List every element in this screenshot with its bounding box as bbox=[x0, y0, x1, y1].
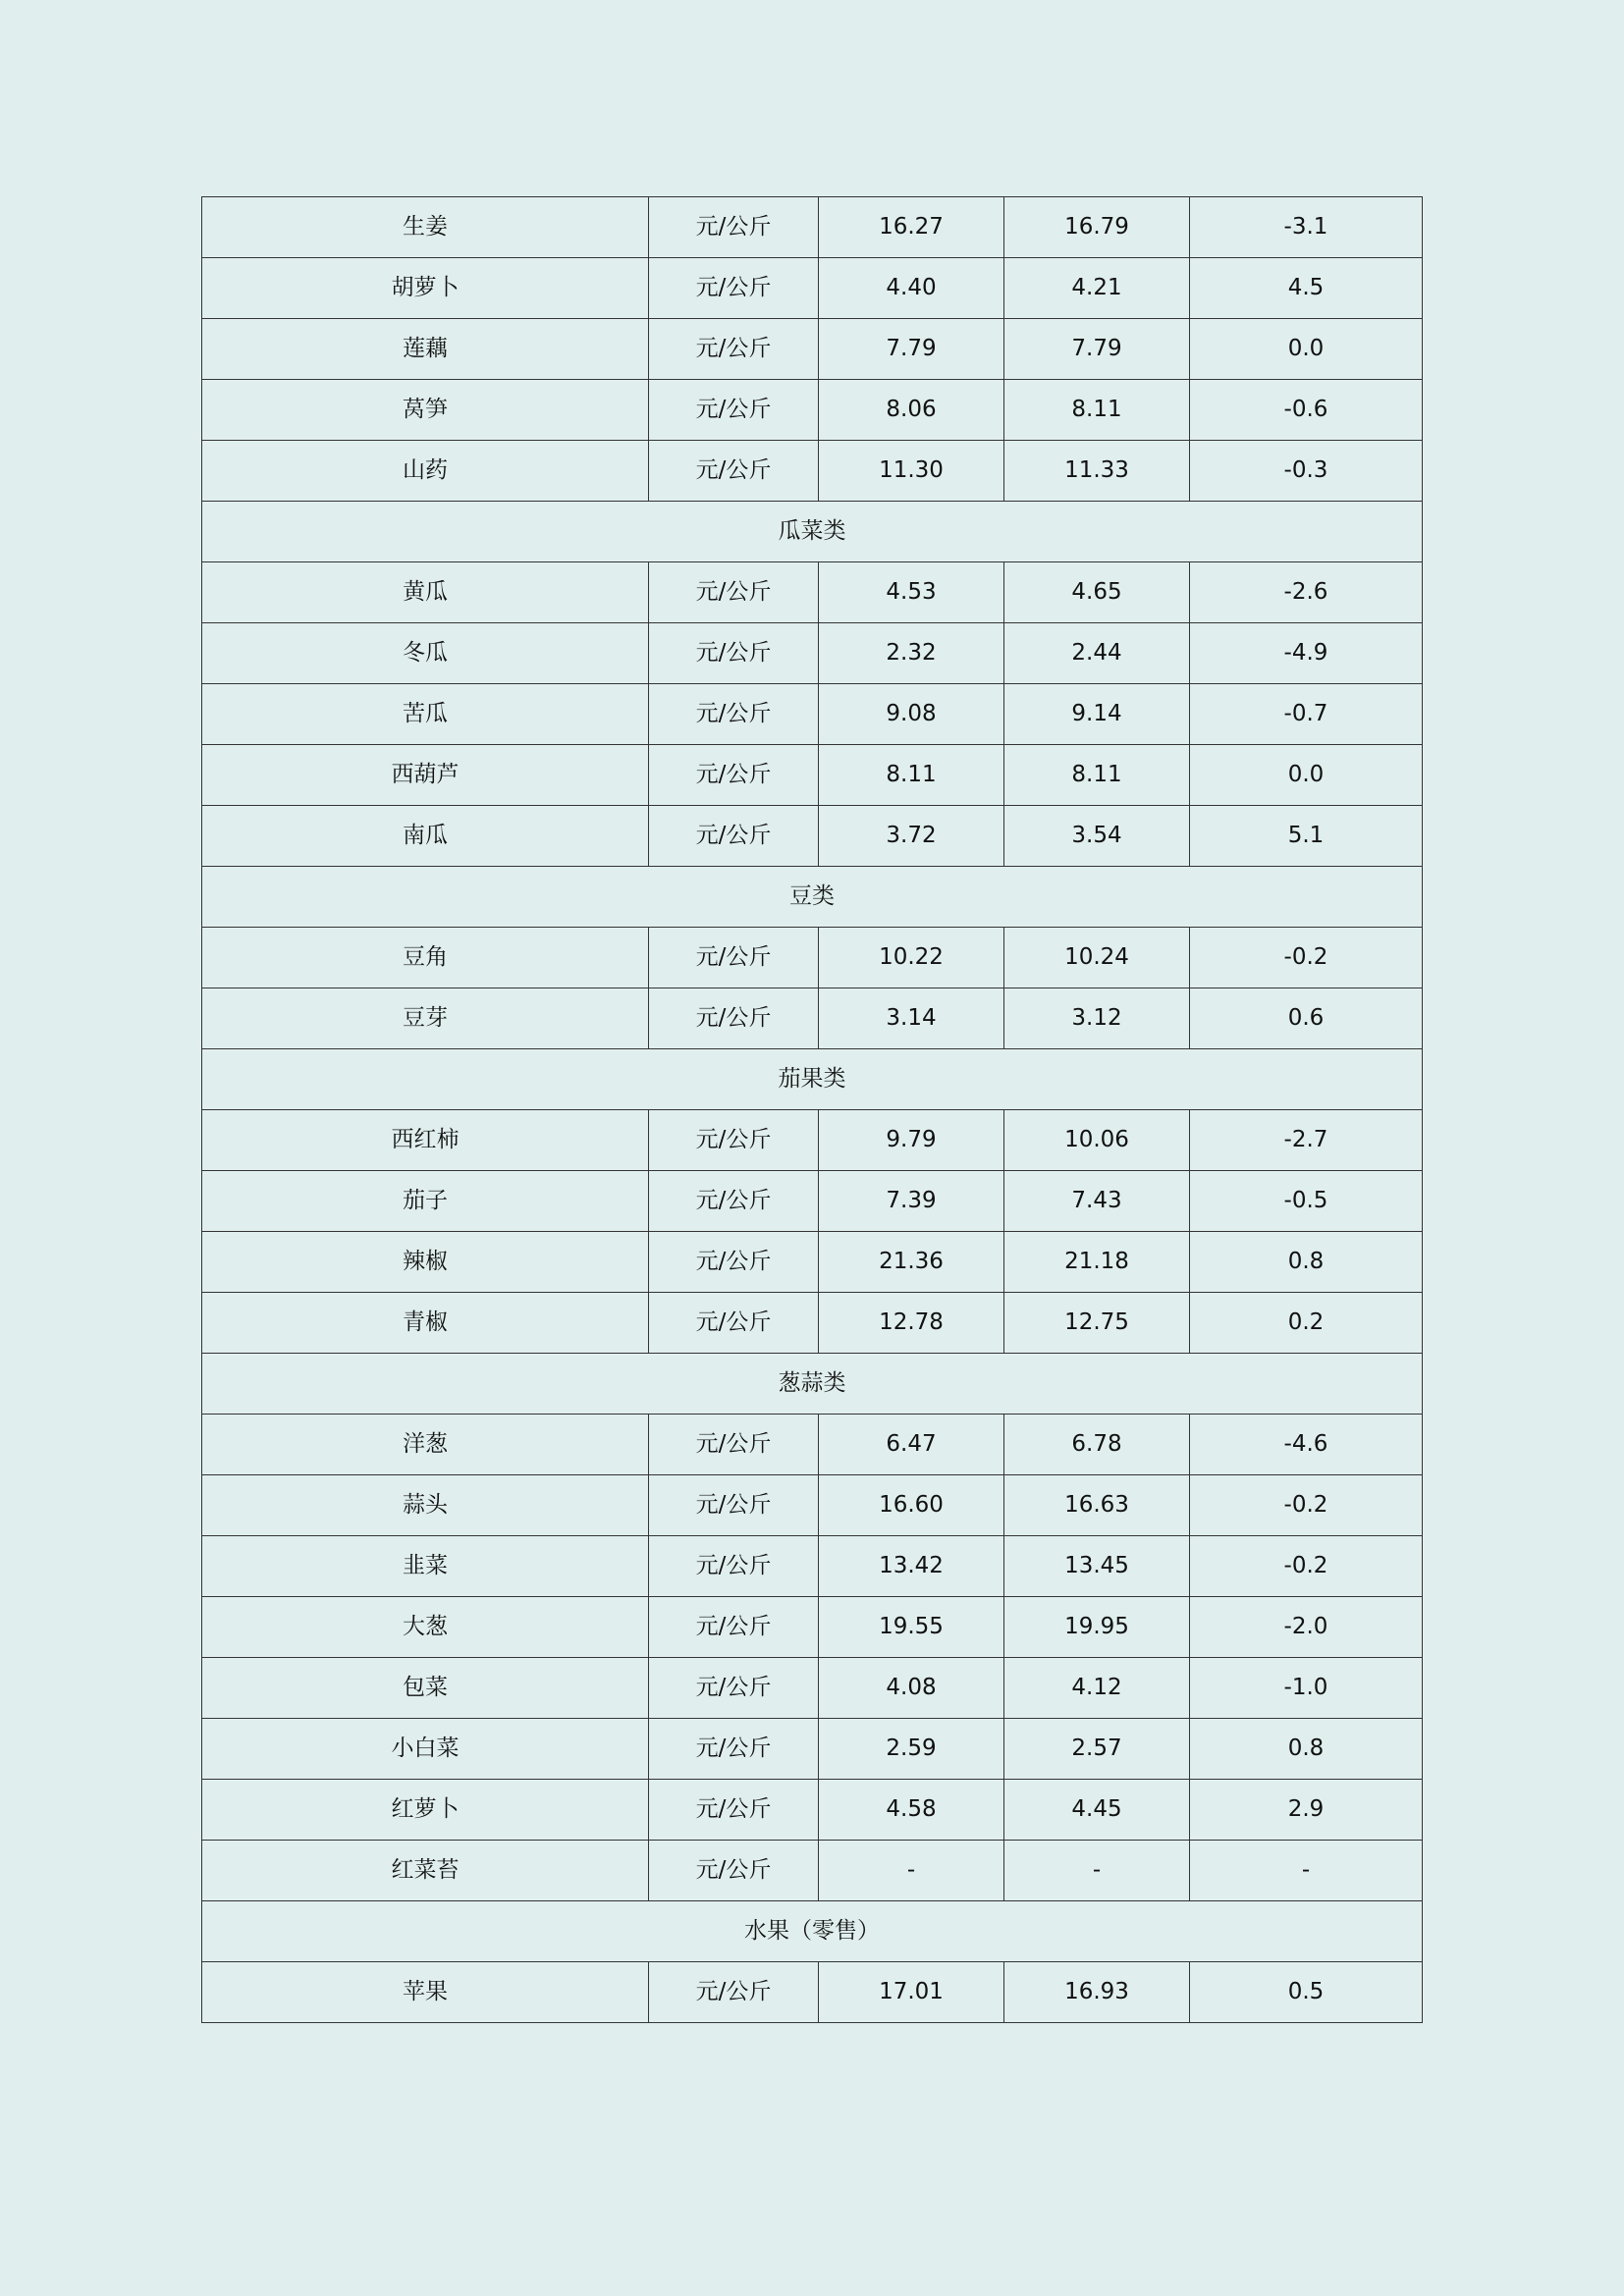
table-row bbox=[202, 1658, 1423, 1719]
item-name-cell: 蒜头 bbox=[202, 1475, 649, 1536]
change-percent-cell: -3.1 bbox=[1190, 197, 1423, 258]
unit-cell: 元/公斤 bbox=[649, 319, 819, 380]
current-price-cell: 2.59 bbox=[819, 1719, 1004, 1780]
category-row bbox=[202, 1049, 1423, 1110]
current-price-cell: 21.36 bbox=[819, 1232, 1004, 1293]
unit-cell: 元/公斤 bbox=[649, 380, 819, 441]
unit-cell: 元/公斤 bbox=[649, 441, 819, 502]
change-percent-cell: -0.6 bbox=[1190, 380, 1423, 441]
current-price-cell: 2.32 bbox=[819, 623, 1004, 684]
unit-cell: 元/公斤 bbox=[649, 1597, 819, 1658]
unit-cell: 元/公斤 bbox=[649, 1962, 819, 2023]
previous-price-cell: 10.24 bbox=[1004, 928, 1190, 988]
change-percent-cell: 0.0 bbox=[1190, 745, 1423, 806]
change-percent-cell: 2.9 bbox=[1190, 1780, 1423, 1841]
previous-price-cell: 4.12 bbox=[1004, 1658, 1190, 1719]
previous-price-cell: 2.44 bbox=[1004, 623, 1190, 684]
item-name-cell: 生姜 bbox=[202, 197, 649, 258]
item-name-cell: 红菜苔 bbox=[202, 1841, 649, 1901]
table-row bbox=[202, 1841, 1423, 1901]
item-name-cell: 红萝卜 bbox=[202, 1780, 649, 1841]
previous-price-cell: 10.06 bbox=[1004, 1110, 1190, 1171]
change-percent-cell: -0.2 bbox=[1190, 1475, 1423, 1536]
table-row bbox=[202, 928, 1423, 988]
current-price-cell: 16.60 bbox=[819, 1475, 1004, 1536]
previous-price-cell: 7.43 bbox=[1004, 1171, 1190, 1232]
table-row bbox=[202, 1232, 1423, 1293]
current-price-cell: 7.79 bbox=[819, 319, 1004, 380]
current-price-cell: 8.11 bbox=[819, 745, 1004, 806]
change-percent-cell: 0.0 bbox=[1190, 319, 1423, 380]
previous-price-cell: 3.12 bbox=[1004, 988, 1190, 1049]
previous-price-cell: 16.93 bbox=[1004, 1962, 1190, 2023]
category-label: 茄果类 bbox=[202, 1049, 1423, 1110]
change-percent-cell: -1.0 bbox=[1190, 1658, 1423, 1719]
table-row bbox=[202, 1171, 1423, 1232]
change-percent-cell: -2.7 bbox=[1190, 1110, 1423, 1171]
item-name-cell: 包菜 bbox=[202, 1658, 649, 1719]
unit-cell: 元/公斤 bbox=[649, 1780, 819, 1841]
table-row bbox=[202, 1780, 1423, 1841]
table-row bbox=[202, 806, 1423, 867]
current-price-cell: 8.06 bbox=[819, 380, 1004, 441]
previous-price-cell: 11.33 bbox=[1004, 441, 1190, 502]
table-row bbox=[202, 441, 1423, 502]
current-price-cell: - bbox=[819, 1841, 1004, 1901]
current-price-cell: 19.55 bbox=[819, 1597, 1004, 1658]
category-row bbox=[202, 1354, 1423, 1415]
change-percent-cell: 0.6 bbox=[1190, 988, 1423, 1049]
change-percent-cell: 0.5 bbox=[1190, 1962, 1423, 2023]
item-name-cell: 西葫芦 bbox=[202, 745, 649, 806]
table-row bbox=[202, 258, 1423, 319]
previous-price-cell: 12.75 bbox=[1004, 1293, 1190, 1354]
table-row bbox=[202, 988, 1423, 1049]
change-percent-cell: -0.7 bbox=[1190, 684, 1423, 745]
unit-cell: 元/公斤 bbox=[649, 684, 819, 745]
table-row bbox=[202, 1597, 1423, 1658]
previous-price-cell: 6.78 bbox=[1004, 1415, 1190, 1475]
item-name-cell: 韭菜 bbox=[202, 1536, 649, 1597]
change-percent-cell: - bbox=[1190, 1841, 1423, 1901]
table-row bbox=[202, 745, 1423, 806]
current-price-cell: 17.01 bbox=[819, 1962, 1004, 2023]
current-price-cell: 11.30 bbox=[819, 441, 1004, 502]
unit-cell: 元/公斤 bbox=[649, 562, 819, 623]
previous-price-cell: 8.11 bbox=[1004, 745, 1190, 806]
item-name-cell: 大葱 bbox=[202, 1597, 649, 1658]
current-price-cell: 3.72 bbox=[819, 806, 1004, 867]
unit-cell: 元/公斤 bbox=[649, 928, 819, 988]
table-row bbox=[202, 1293, 1423, 1354]
current-price-cell: 13.42 bbox=[819, 1536, 1004, 1597]
change-percent-cell: -4.6 bbox=[1190, 1415, 1423, 1475]
unit-cell: 元/公斤 bbox=[649, 1536, 819, 1597]
category-row bbox=[202, 867, 1423, 928]
change-percent-cell: 0.2 bbox=[1190, 1293, 1423, 1354]
change-percent-cell: -0.5 bbox=[1190, 1171, 1423, 1232]
item-name-cell: 胡萝卜 bbox=[202, 258, 649, 319]
previous-price-cell: 19.95 bbox=[1004, 1597, 1190, 1658]
table-row bbox=[202, 1110, 1423, 1171]
previous-price-cell: 21.18 bbox=[1004, 1232, 1190, 1293]
category-label: 葱蒜类 bbox=[202, 1354, 1423, 1415]
previous-price-cell: 4.21 bbox=[1004, 258, 1190, 319]
table-row bbox=[202, 197, 1423, 258]
unit-cell: 元/公斤 bbox=[649, 1293, 819, 1354]
item-name-cell: 小白菜 bbox=[202, 1719, 649, 1780]
change-percent-cell: -2.0 bbox=[1190, 1597, 1423, 1658]
unit-cell: 元/公斤 bbox=[649, 806, 819, 867]
category-label: 水果（零售） bbox=[202, 1901, 1423, 1962]
item-name-cell: 冬瓜 bbox=[202, 623, 649, 684]
item-name-cell: 茄子 bbox=[202, 1171, 649, 1232]
unit-cell: 元/公斤 bbox=[649, 1658, 819, 1719]
item-name-cell: 苹果 bbox=[202, 1962, 649, 2023]
item-name-cell: 青椒 bbox=[202, 1293, 649, 1354]
table-row bbox=[202, 319, 1423, 380]
table-row bbox=[202, 1962, 1423, 2023]
change-percent-cell: 0.8 bbox=[1190, 1719, 1423, 1780]
previous-price-cell: 2.57 bbox=[1004, 1719, 1190, 1780]
change-percent-cell: 0.8 bbox=[1190, 1232, 1423, 1293]
unit-cell: 元/公斤 bbox=[649, 1171, 819, 1232]
table-row bbox=[202, 1475, 1423, 1536]
unit-cell: 元/公斤 bbox=[649, 1475, 819, 1536]
table-row bbox=[202, 1719, 1423, 1780]
change-percent-cell: -0.3 bbox=[1190, 441, 1423, 502]
table-row bbox=[202, 684, 1423, 745]
previous-price-cell: 7.79 bbox=[1004, 319, 1190, 380]
category-label: 瓜菜类 bbox=[202, 502, 1423, 562]
table-row bbox=[202, 1415, 1423, 1475]
change-percent-cell: 4.5 bbox=[1190, 258, 1423, 319]
category-label: 豆类 bbox=[202, 867, 1423, 928]
unit-cell: 元/公斤 bbox=[649, 1232, 819, 1293]
previous-price-cell: 4.65 bbox=[1004, 562, 1190, 623]
current-price-cell: 4.58 bbox=[819, 1780, 1004, 1841]
unit-cell: 元/公斤 bbox=[649, 1719, 819, 1780]
category-row bbox=[202, 502, 1423, 562]
item-name-cell: 黄瓜 bbox=[202, 562, 649, 623]
table-row bbox=[202, 1536, 1423, 1597]
current-price-cell: 16.27 bbox=[819, 197, 1004, 258]
unit-cell: 元/公斤 bbox=[649, 197, 819, 258]
unit-cell: 元/公斤 bbox=[649, 1110, 819, 1171]
current-price-cell: 9.08 bbox=[819, 684, 1004, 745]
table-row bbox=[202, 380, 1423, 441]
item-name-cell: 洋葱 bbox=[202, 1415, 649, 1475]
category-row bbox=[202, 1901, 1423, 1962]
unit-cell: 元/公斤 bbox=[649, 623, 819, 684]
previous-price-cell: 9.14 bbox=[1004, 684, 1190, 745]
unit-cell: 元/公斤 bbox=[649, 258, 819, 319]
table-row bbox=[202, 562, 1423, 623]
item-name-cell: 苦瓜 bbox=[202, 684, 649, 745]
price-table-body bbox=[202, 197, 1423, 2023]
unit-cell: 元/公斤 bbox=[649, 745, 819, 806]
item-name-cell: 山药 bbox=[202, 441, 649, 502]
current-price-cell: 9.79 bbox=[819, 1110, 1004, 1171]
current-price-cell: 10.22 bbox=[819, 928, 1004, 988]
previous-price-cell: 16.63 bbox=[1004, 1475, 1190, 1536]
item-name-cell: 南瓜 bbox=[202, 806, 649, 867]
change-percent-cell: 5.1 bbox=[1190, 806, 1423, 867]
previous-price-cell: 16.79 bbox=[1004, 197, 1190, 258]
unit-cell: 元/公斤 bbox=[649, 1841, 819, 1901]
item-name-cell: 豆芽 bbox=[202, 988, 649, 1049]
previous-price-cell: - bbox=[1004, 1841, 1190, 1901]
previous-price-cell: 3.54 bbox=[1004, 806, 1190, 867]
current-price-cell: 12.78 bbox=[819, 1293, 1004, 1354]
current-price-cell: 7.39 bbox=[819, 1171, 1004, 1232]
change-percent-cell: -0.2 bbox=[1190, 1536, 1423, 1597]
table-row bbox=[202, 623, 1423, 684]
current-price-cell: 6.47 bbox=[819, 1415, 1004, 1475]
price-table bbox=[201, 196, 1423, 2023]
change-percent-cell: -4.9 bbox=[1190, 623, 1423, 684]
item-name-cell: 莴笋 bbox=[202, 380, 649, 441]
item-name-cell: 豆角 bbox=[202, 928, 649, 988]
item-name-cell: 西红柿 bbox=[202, 1110, 649, 1171]
unit-cell: 元/公斤 bbox=[649, 988, 819, 1049]
change-percent-cell: -2.6 bbox=[1190, 562, 1423, 623]
previous-price-cell: 13.45 bbox=[1004, 1536, 1190, 1597]
item-name-cell: 辣椒 bbox=[202, 1232, 649, 1293]
change-percent-cell: -0.2 bbox=[1190, 928, 1423, 988]
current-price-cell: 4.53 bbox=[819, 562, 1004, 623]
item-name-cell: 莲藕 bbox=[202, 319, 649, 380]
unit-cell: 元/公斤 bbox=[649, 1415, 819, 1475]
previous-price-cell: 4.45 bbox=[1004, 1780, 1190, 1841]
current-price-cell: 4.40 bbox=[819, 258, 1004, 319]
previous-price-cell: 8.11 bbox=[1004, 380, 1190, 441]
current-price-cell: 4.08 bbox=[819, 1658, 1004, 1719]
current-price-cell: 3.14 bbox=[819, 988, 1004, 1049]
